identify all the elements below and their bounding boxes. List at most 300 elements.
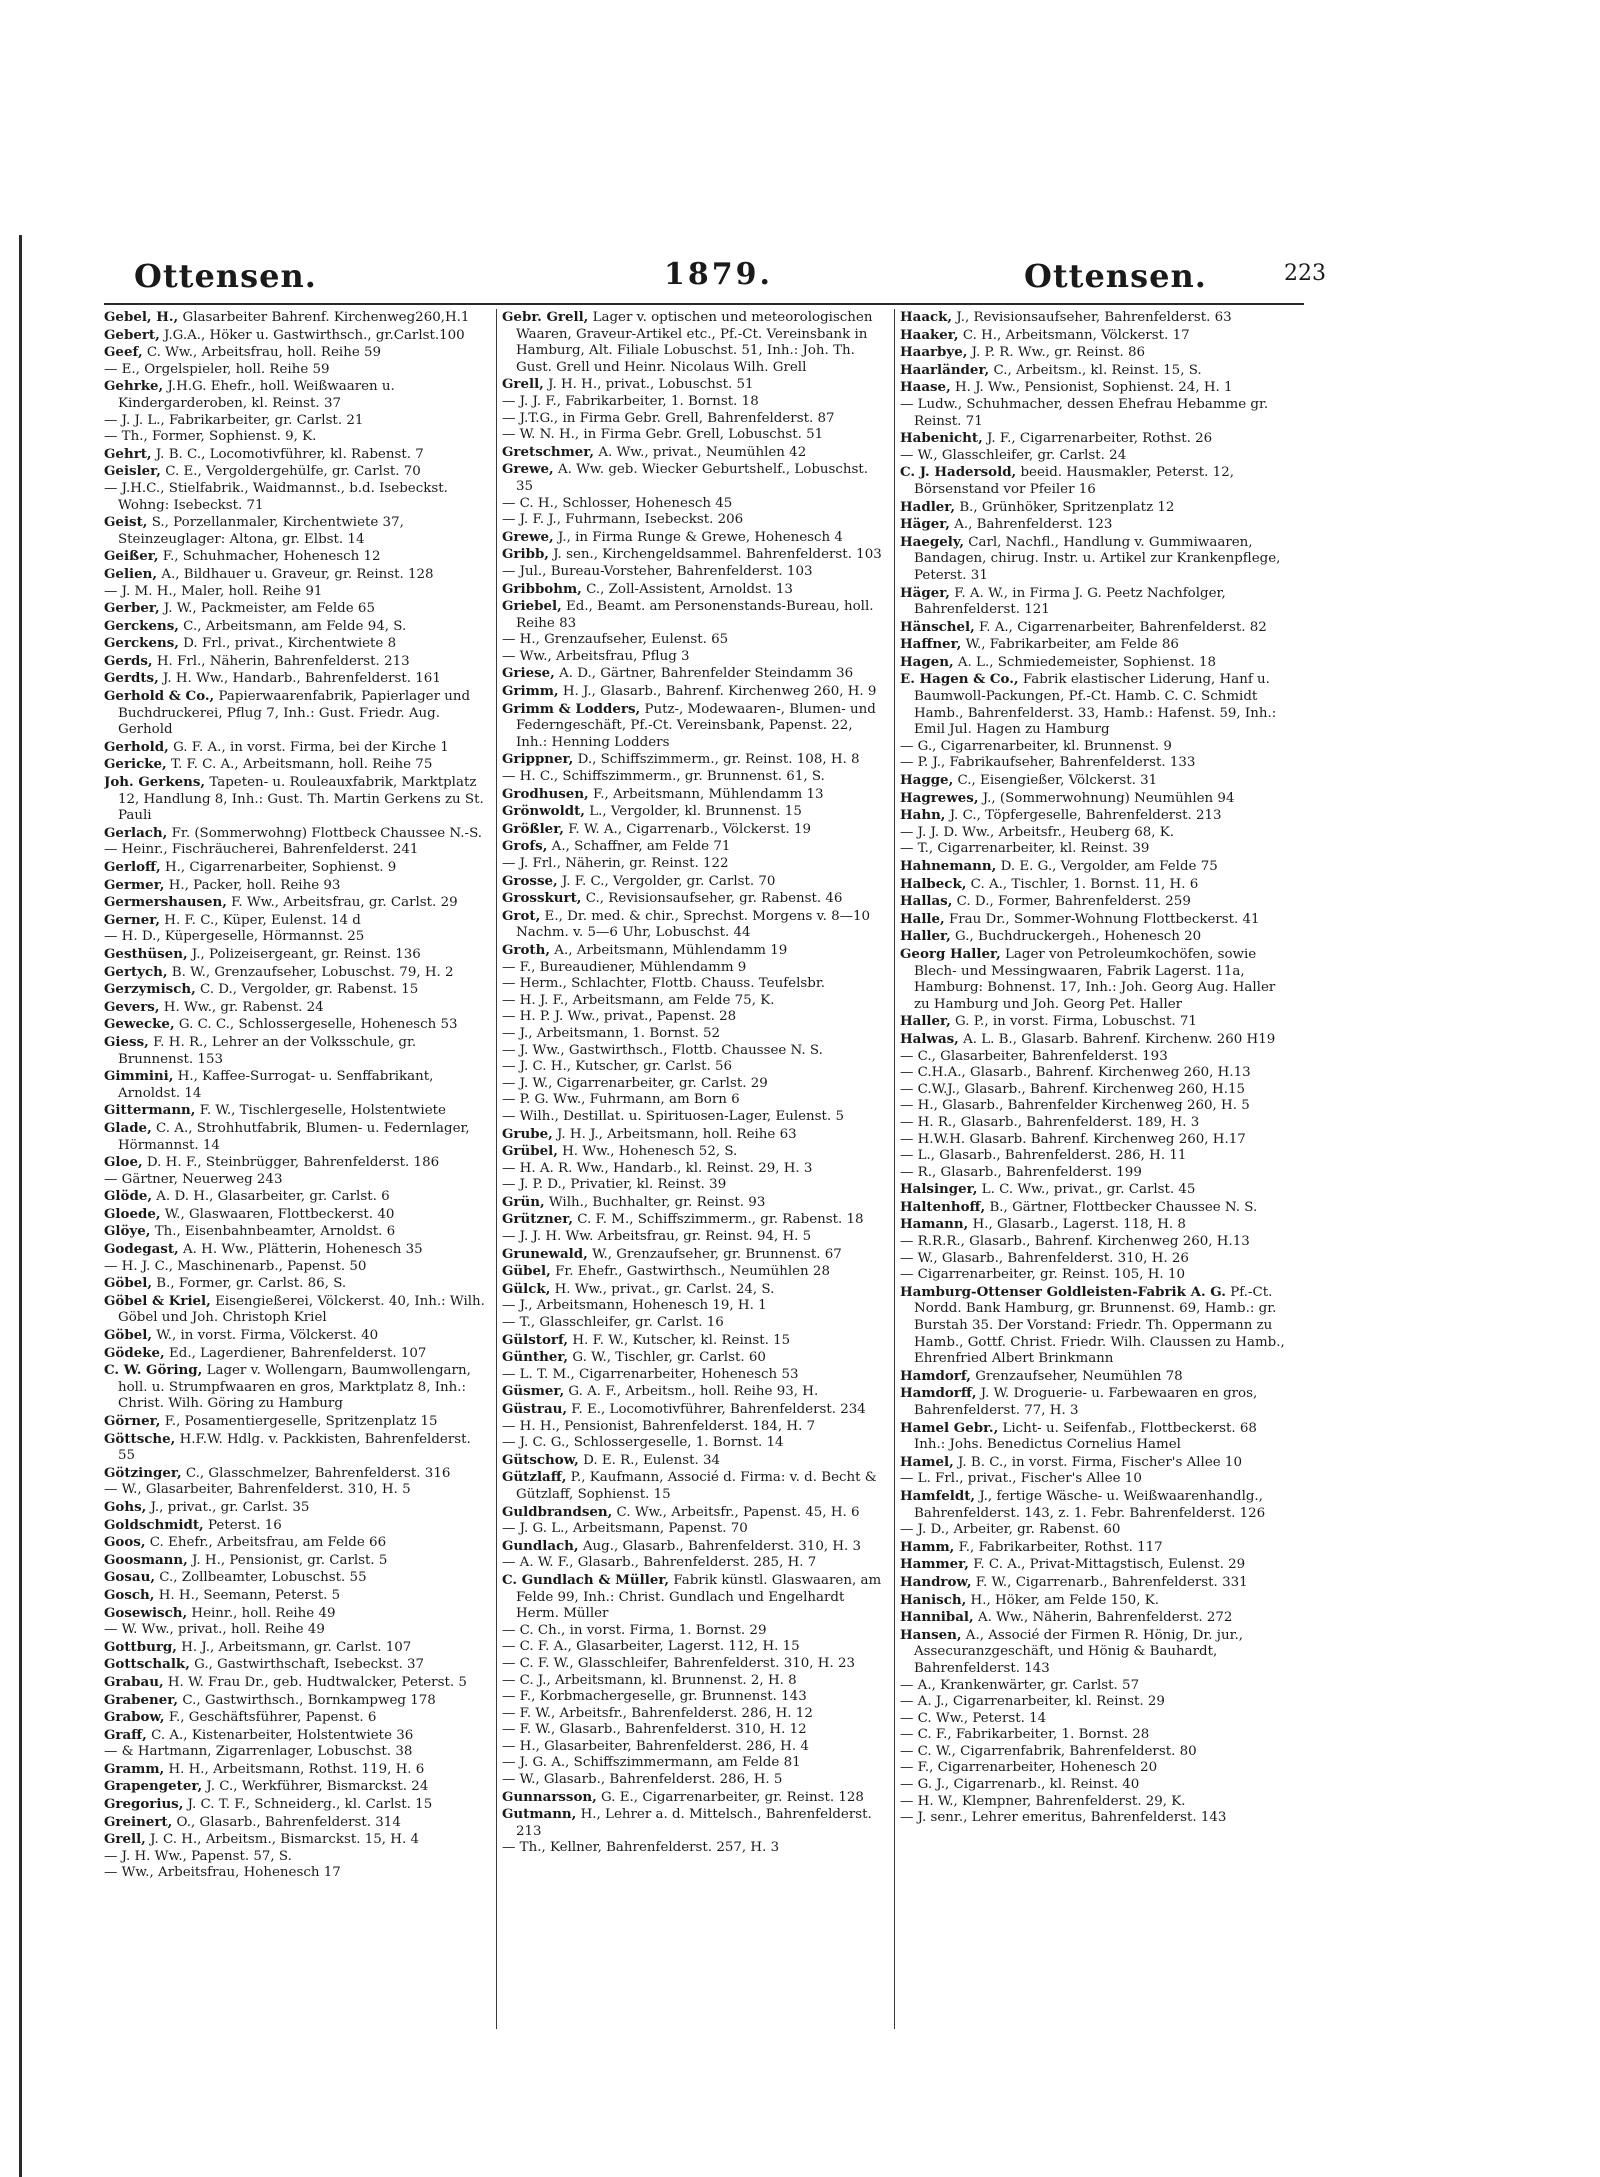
directory-entry [104,413,489,430]
entry-text: Fabrik künstl. Glaswaaren, am Felde 99, Inh.: Christ. Gundlach und Engelhardt Herm. Müller [516,1572,882,1622]
entry-name: Grabau, [104,1673,164,1690]
entry-text: H., Packer, holl. Reihe 93 [168,877,341,893]
directory-entry [900,654,1285,672]
directory-entry [502,461,887,495]
entry-text: A. D., Gärtner, Bahrenfelder Steindamm 36 [559,666,854,682]
directory-entry [900,1777,1285,1794]
directory-entry [900,430,1285,448]
entry-text: — F., Bureaudiener, Mühlendamm 9 [502,959,747,975]
entry-name: Haaker, [900,326,959,343]
directory-entry [900,1488,1285,1522]
directory-entry [900,464,1285,498]
directory-entry [104,1482,489,1499]
directory-entry [502,546,887,564]
entry-name: Gütschow, [502,1451,579,1468]
directory-entry [900,397,1285,430]
directory-entry [502,496,887,513]
entry-name: Gramm, [104,1760,165,1777]
column-divider [894,309,895,2029]
entry-name: Gunnarsson, [502,1788,597,1805]
directory-entry [502,411,887,428]
entry-text: C. Ww., Arbeitsfrau, holl. Reihe 59 [146,345,382,361]
directory-entry [104,1727,489,1745]
entry-name: Häger, [900,516,950,533]
entry-name: Hamburg-Ottenser Goldleisten-Fabrik A. G. [900,1283,1226,1300]
directory-entry [104,1120,489,1154]
directory-entry [900,1251,1285,1268]
column-divider [496,309,497,2029]
directory-entry [502,1639,887,1656]
entry-text: C., Glasschmelzer, Bahrenfelderst. 316 [185,1465,451,1481]
entry-name: Gosewisch, [104,1604,188,1621]
entry-text: C., Arbeitsm., kl. Reinst. 15, S. [993,362,1202,378]
directory-entry [502,856,887,873]
entry-name: Haltenhoff, [900,1198,986,1215]
entry-name: Gerdts, [104,670,159,687]
entry-text: J. W., Packmeister, am Felde 65 [163,601,375,617]
entry-text: — T., Cigarrenarbeiter, kl. Reinst. 39 [900,841,1150,857]
entry-name: Grabow, [104,1709,165,1726]
directory-entry [900,928,1285,946]
entry-text: D. H. F., Steinbrügger, Bahrenfelderst. 186 [146,1155,440,1171]
entry-text: — H. C., Schiffszimmerm., gr. Brunnenst. 61, S. [502,769,825,785]
directory-entry [502,1092,887,1109]
entry-text: F. E., Locomotivführer, Bahrenfelderst. 234 [571,1402,866,1417]
entry-text: — G., Cigarrenarbeiter, kl. Brunnenst. 9 [900,738,1172,754]
entry-text: — C. F. A., Glasarbeiter, Lagerst. 112, H. 15 [502,1639,800,1655]
directory-entry [900,946,1285,1013]
directory-entry [900,841,1285,858]
entry-text: — H., Glasarb., Bahrenfelder Kirchenweg 260, H. 5 [900,1098,1250,1114]
entry-text: — Wilh., Destillat. u. Spirituosen-Lager, Eulenst. 5 [502,1108,844,1124]
entry-name: Göbel, [104,1327,152,1344]
entry-name: Gosau, [104,1569,155,1586]
entry-text: J. C. T. F., Schneiderg., kl. Carlst. 15 [187,1797,433,1813]
directory-entry [900,1711,1285,1728]
directory-entry [104,1172,489,1189]
directory-entry [502,803,887,821]
entry-name: Größler, [502,820,564,837]
entry-text: — H. A. R. Ww., Handarb., kl. Reinst. 29, H. 3 [502,1160,813,1176]
directory-entry [502,960,887,977]
entry-name: Halwas, [900,1030,959,1047]
entry-text: Lager v. Wollengarn, Baumwollengarn, holl. u. Strumpfwaaren en gros, Marktplatz 8, Inh.: Christ. Wilh. Göring zu Hamburg [118,1363,471,1412]
entry-name: Goos, [104,1534,146,1551]
entry-text: J. sen., Kirchengeldsammel. Bahrenfelderst. 103 [553,547,882,563]
entry-text: H., Glasarb., Lagerst. 118, H. 8 [972,1217,1186,1233]
entry-name: Hallas, [900,893,953,910]
directory-entry [502,1840,887,1857]
entry-text: — Ww., Arbeitsfrau, Hohenesch 17 [104,1865,341,1881]
directory-entry [104,825,489,843]
entry-name: Glöye, [104,1223,151,1240]
directory-entry [502,1452,887,1470]
entry-text: J. B. C., Locomotivführer, kl. Rabenst. 7 [155,446,424,462]
directory-entry [502,1673,887,1690]
directory-entry [104,894,489,912]
directory-entry [502,1722,887,1739]
entry-name: Greinert, [104,1813,173,1830]
directory-entry [900,1592,1285,1610]
entry-name: Grube, [502,1125,553,1142]
entry-name: Grewe, [502,528,554,545]
entry-text: C., Gastwirthsch., Bornkampweg 178 [182,1692,436,1708]
directory-entry [900,858,1285,876]
entry-name: Göbel, [104,1275,152,1292]
entry-text: — A. J., Cigarrenarbeiter, kl. Reinst. 29 [900,1694,1165,1710]
directory-entry [104,463,489,481]
entry-name: C. W. Göring, [104,1362,203,1379]
directory-entry [104,653,489,671]
entry-text: J., Polizeisergeant, gr. Reinst. 136 [191,946,421,962]
entry-text: W., Fabrikarbeiter, am Felde 86 [965,637,1179,653]
entry-text: — W., Glasschleifer, gr. Carlst. 24 [900,447,1127,463]
entry-text: — E., Orgelspieler, holl. Reihe 59 [104,361,330,377]
directory-entry [104,1639,489,1657]
entry-text: — C. H., Schlosser, Hohenesch 45 [502,495,733,511]
directory-entry [104,446,489,464]
entry-text: C. E., Vergoldergehülfe, gr. Carlst. 70 [165,464,421,480]
directory-entry [502,751,887,769]
directory-entry [502,1059,887,1076]
entry-text: — J.T.G., in Firma Gebr. Grell, Bahrenfelderst. 87 [502,410,835,426]
directory-entry [900,619,1285,637]
entry-name: Grosskurt, [502,890,582,907]
directory-entry [502,701,887,752]
entry-text: G. F. A., in vorst. Firma, bei der Kirche 1 [173,739,449,755]
entry-name: Hamann, [900,1216,969,1233]
directory-entry [900,516,1285,534]
directory-entry [900,1385,1285,1419]
entry-name: Gülck, [502,1280,551,1297]
entry-text: A., Arbeitsmann, Mühlendamm 19 [554,942,788,958]
entry-text: T. F. C. A., Arbeitsmann, holl. Reihe 75 [170,757,433,773]
entry-text: H., Lehrer a. d. Mittelsch., Bahrenfelderst. 213 [516,1807,872,1839]
header-rule [104,303,1304,305]
entry-text: F. Ww., Arbeitsfrau, gr. Carlst. 29 [231,895,458,911]
entry-text: J., fertige Wäsche- u. Weißwaarenhandlg., Bahrenfelderst. 143, z. 1. Febr. Bahrenfelderst. 126 [914,1488,1266,1521]
directory-entry [900,1678,1285,1695]
directory-entry [900,1454,1285,1472]
directory-entry [502,1026,887,1043]
entry-text: — Ludw., Schuhmacher, dessen Ehefrau Hebamme gr. Reinst. 71 [900,396,1269,429]
entry-name: Göttsche, [104,1430,176,1447]
entry-text: Tapeten- u. Rouleauxfabrik, Marktplatz 12, Handlung 8, Inh.: Gust. Th. Martin Gerkens zu St. Pauli [118,775,484,824]
entry-text: Licht- u. Seifenfab., Flottbeckerst. 68 Inh.: Johs. Benedictus Cornelius Hamel [914,1420,1257,1453]
entry-text: Aug., Glasarb., Bahrenfelderst. 310, H. 3 [582,1538,862,1554]
entry-name: Goosmann, [104,1551,188,1568]
entry-text: — L., Glasarb., Bahrenfelderst. 286, H. 11 [900,1148,1187,1164]
entry-name: Gretschmer, [502,443,595,460]
page-number: 223 [1284,261,1326,286]
column-3 [900,309,1285,2029]
entry-name: Hahn, [900,807,946,824]
directory-entry [502,1572,887,1623]
entry-text: — J. C. H., Kutscher, gr. Carlst. 56 [502,1059,733,1075]
directory-entry [104,481,489,514]
entry-name: Hannibal, [900,1609,974,1626]
directory-entry [104,1605,489,1623]
directory-entry [104,1796,489,1814]
entry-name: Gottburg, [104,1638,177,1655]
directory-entry [502,821,887,839]
entry-name: Goldschmidt, [104,1516,204,1533]
column-2 [502,309,887,2029]
entry-text: J. H. H., privat., Lobuschst. 51 [548,377,754,393]
directory-entry [900,1420,1285,1454]
entry-text: J., privat., gr. Carlst. 35 [150,1499,310,1515]
directory-entry [900,1539,1285,1557]
entry-text: — H., Grenzaufseher, Eulenst. 65 [502,632,729,648]
entry-text: C., Eisengießer, Völckerst. 31 [957,773,1158,789]
directory-entry [104,964,489,982]
entry-text: J., (Sommerwohnung) Neumühlen 94 [982,790,1235,806]
directory-entry [104,1465,489,1483]
entry-name: Grodhusen, [502,785,589,802]
entry-text: H. H., Arbeitsmann, Rothst. 119, H. 6 [168,1761,425,1777]
entry-text: — H., Glasarbeiter, Bahrenfelderst. 286, H. 4 [502,1738,809,1754]
directory-entry [502,1469,887,1503]
directory-entry [104,1223,489,1241]
directory-entry [900,1727,1285,1744]
entry-text: C. H., Arbeitsmann, Völckerst. 17 [962,327,1190,343]
entry-text: H. J., Glasarb., Bahrenf. Kirchenweg 260, H. 9 [562,684,877,700]
entry-text: A., Schaffner, am Felde 71 [551,839,731,855]
entry-text: F. A., Cigarrenarbeiter, Bahrenfelderst. 82 [979,619,1267,635]
entry-name: Grimm, [502,683,559,700]
entry-text: B., Gärtner, Flottbecker Chaussee N. S. [989,1199,1258,1215]
entry-text: J. C., Töpfergeselle, Bahrenfelderst. 213 [949,808,1222,824]
entry-text: J. H. J., Arbeitsmann, holl. Reihe 63 [557,1126,797,1142]
directory-entry [104,548,489,566]
directory-entry [900,1556,1285,1574]
directory-entry [502,1656,887,1673]
entry-text: A. L. B., Glasarb. Bahrenf. Kirchenw. 260 H19 [963,1031,1276,1047]
entry-text: Papierwaarenfabrik, Papierlager und Buchdruckerei, Pflug 7, Inh.: Gust. Friedr. Aug. Gerhold [118,689,471,738]
directory-entry [502,1143,887,1161]
entry-name: Hamel, [900,1453,954,1470]
entry-text: H. F. W., Kutscher, kl. Reinst. 15 [572,1332,791,1348]
entry-text: — J. J. H. Ww. Arbeitsfrau, gr. Reinst. 94, H. 5 [502,1229,812,1245]
directory-entry [502,1298,887,1315]
directory-entry [900,1744,1285,1761]
entry-name: Haller, [900,928,951,945]
column-1 [104,309,489,2029]
entry-text: — H. P. J. Ww., privat., Papenst. 28 [502,1009,737,1025]
entry-text: — Th., Former, Sophienst. 9, K. [104,429,317,445]
directory-entry [104,1431,489,1465]
entry-text: B., Grünhöker, Spritzenplatz 12 [959,499,1175,515]
entry-text: C. Ehefr., Arbeitsfrau, am Felde 66 [149,1535,387,1551]
header-right-title: Ottensen. [1024,257,1207,295]
directory-entry [104,1188,489,1206]
entry-name: Gelien, [104,565,158,582]
entry-text: — C. W., Cigarrenfabrik, Bahrenfelderst. 80 [900,1743,1197,1759]
scan-page-edge [0,235,22,2177]
directory-entry [900,1522,1285,1539]
directory-entry [900,344,1285,362]
entry-name: Grell, [502,376,544,393]
directory-entry [104,1517,489,1535]
entry-text: L. C. Ww., privat., gr. Carlst. 45 [981,1182,1196,1198]
entry-name: Gerlach, [104,824,168,841]
entry-text: H. F. C., Küper, Eulenst. 14 d [164,912,361,928]
entry-text: C. F. M., Schiffszimmerm., gr. Rabenst. 18 [577,1212,864,1228]
entry-name: Hadler, [900,498,956,515]
directory-entry [502,632,887,649]
entry-text: J. H., Pensionist, gr. Carlst. 5 [192,1552,388,1568]
entry-name: Hagrewes, [900,789,979,806]
entry-text: — F. W., Arbeitsfr., Bahrenfelderst. 286, H. 12 [502,1705,813,1721]
entry-text: — A., Krankenwärter, gr. Carlst. 57 [900,1677,1140,1693]
directory-entry [502,1229,887,1246]
entry-text: — J. D., Arbeiter, gr. Rabenst. 60 [900,1522,1121,1538]
entry-name: Görner, [104,1413,161,1429]
directory-entry [900,1574,1285,1592]
entry-text: D., Schiffszimmerm., gr. Reinst. 108, H. 8 [577,752,860,768]
entry-name: Gerber, [104,600,160,617]
entry-text: J. C. H., Arbeitsm., Bismarckst. 15, H. 4 [150,1832,419,1848]
entry-text: C. A., Kistenarbeiter, Holstentwiete 36 [151,1727,414,1743]
entry-name: Handrow, [900,1573,972,1590]
directory-entry [900,1216,1285,1234]
entry-name: Gerzymisch, [104,981,196,998]
entry-text: — J. M. H., Maler, holl. Reihe 91 [104,583,323,599]
entry-text: — J. G. A., Schiffszimmermann, am Felde 81 [502,1755,801,1771]
entry-name: Gerds, [104,652,153,669]
directory-entry [104,618,489,636]
entry-name: Gützlaff, [502,1469,567,1486]
entry-text: F. A. W., in Firma J. G. Peetz Nachfolger, Bahrenfelderst. 121 [914,585,1226,618]
directory-entry [104,1275,489,1293]
entry-text: C. A., Strohhutfabrik, Blumen- u. Federnlager, Hörmannst. 14 [118,1120,470,1153]
entry-text: H. W. Frau Dr., geb. Hudtwalcker, Peterst. 5 [167,1674,467,1690]
entry-name: Groth, [502,941,551,958]
directory-entry [502,1806,887,1840]
entry-name: Griese, [502,665,555,682]
directory-entry [502,598,887,632]
entry-text: — J., Arbeitsmann, 1. Bornst. 52 [502,1025,721,1041]
directory-entry [502,564,887,581]
header-left-title: Ottensen. [134,257,317,295]
entry-text: — H. J. C., Maschinenarb., Papenst. 50 [104,1258,367,1274]
entry-text: Putz-, Modewaaren-, Blumen- und Federngeschäft, Pf.-Ct. Vereinsbank, Papenst. 22, Inh.: Henning Lodders [516,701,876,750]
entry-text: C. A., Tischler, 1. Bornst. 11, H. 6 [970,876,1199,892]
directory-entry [502,1435,887,1452]
entry-name: Gerhold & Co., [104,688,215,705]
entry-text: beeid. Hausmakler, Peterst. 12, Börsenstand vor Pfeiler 16 [914,465,1234,497]
entry-text: O., Glasarb., Bahrenfelderst. 314 [176,1814,401,1830]
directory-entry [104,1293,489,1327]
directory-entry [900,893,1285,911]
header-year: 1879. [664,257,773,292]
entry-text: — H. W., Klempner, Bahrenfelderst. 29, K. [900,1793,1186,1809]
directory-entry [502,665,887,683]
entry-name: Grapengeter, [104,1778,203,1795]
directory-entry [104,739,489,757]
entry-text: — W. N. H., in Firma Gebr. Grell, Lobuschst. 51 [502,427,824,443]
entry-text: D. E. G., Vergolder, am Felde 75 [1000,859,1218,874]
directory-entry [900,876,1285,894]
directory-entry [104,1709,489,1727]
directory-entry [502,1211,887,1229]
directory-entry [104,859,489,877]
directory-entry [900,1031,1285,1049]
directory-entry [104,1327,489,1345]
entry-text: L., Vergolder, kl. Brunnenst. 15 [589,804,802,820]
directory-entry [900,499,1285,517]
entry-text: — W., Glasarbeiter, Bahrenfelderst. 310, H. 5 [104,1482,411,1498]
entry-text: — A. W. F., Glasarb., Bahrenfelderst. 285, H. 7 [502,1555,817,1571]
entry-text: G., Buchdruckergeh., Hohenesch 20 [955,929,1202,945]
directory-entry [502,769,887,786]
directory-entry [104,362,489,379]
directory-entry [900,585,1285,619]
directory-entry [900,671,1285,738]
entry-text: J. H. Ww., Handarb., Bahrenfelderst. 161 [163,671,441,687]
entry-name: Hamdorff, [900,1385,977,1402]
entry-name: Hamfeldt, [900,1487,976,1504]
entry-text: — L. T. M., Cigarrenarbeiter, Hohenesch 53 [502,1366,799,1382]
directory-entry [900,534,1285,585]
directory-entry [502,1419,887,1436]
directory-entry [104,1102,489,1120]
directory-entry [900,1694,1285,1711]
entry-text: — & Hartmann, Zigarrenlager, Lobuschst. 38 [104,1744,413,1760]
entry-text: A., Bahrenfelderst. 123 [954,517,1113,533]
entry-text: — J. F. J., Fuhrmann, Isebeckst. 206 [502,512,744,528]
directory-entry [502,976,887,993]
entry-text: — H. H., Pensionist, Bahrenfelderst. 184, H. 7 [502,1418,816,1434]
directory-entry [104,635,489,653]
entry-name: E. Hagen & Co., [900,671,1019,688]
directory-entry [104,514,489,548]
entry-text: G. W., Tischler, gr. Carlst. 60 [572,1350,766,1366]
directory-entry [502,1177,887,1194]
directory-entry [502,1246,887,1264]
entry-name: Gewecke, [104,1016,175,1033]
entry-name: Gesthüsen, [104,945,188,962]
directory-entry [104,1569,489,1587]
directory-entry [502,1161,887,1178]
directory-entry [104,600,489,618]
entry-text: — Ww., Arbeitsfrau, Pflug 3 [502,648,690,664]
entry-name: Hanisch, [900,1591,967,1608]
directory-entry [502,908,887,942]
entry-text: H. Ww., Hohenesch 52, S. [562,1144,738,1160]
entry-name: Haarbye, [900,344,968,361]
entry-name: Hamdorf, [900,1367,971,1384]
entry-text: — H.W.H. Glasarb. Bahrenf. Kirchenweg 260, H.17 [900,1131,1246,1147]
directory-entry [502,1109,887,1126]
entry-name: Güsmer, [502,1383,565,1400]
entry-name: Gottschalk, [104,1656,190,1673]
entry-text: — H. J. F., Arbeitsmann, am Felde 75, K. [502,992,775,1008]
directory-entry [104,1656,489,1674]
entry-name: Hagen, [900,653,954,670]
entry-text: — H. D., Küpergeselle, Hörmannst. 25 [104,929,365,945]
entry-text: Th., Eisenbahnbeamter, Arnoldst. 6 [154,1224,396,1240]
directory-entry [900,1284,1285,1368]
entry-text: — J. C. G., Schlossergeselle, 1. Bornst. 14 [502,1435,784,1451]
entry-text: H. Frl., Näherin, Bahrenfelderst. 213 [156,653,410,669]
entry-text: — J.H.C., Stielfabrik., Waidmannst., b.d. Isebeckst. Wohng: Isebeckst. 71 [104,480,448,513]
entry-text: G. C. C., Schlossergeselle, Hohenesch 53 [178,1017,458,1033]
directory-entry [104,929,489,946]
entry-name: Georg Haller, [900,945,1001,962]
directory-entry [900,1148,1285,1165]
directory-entry [900,807,1285,825]
